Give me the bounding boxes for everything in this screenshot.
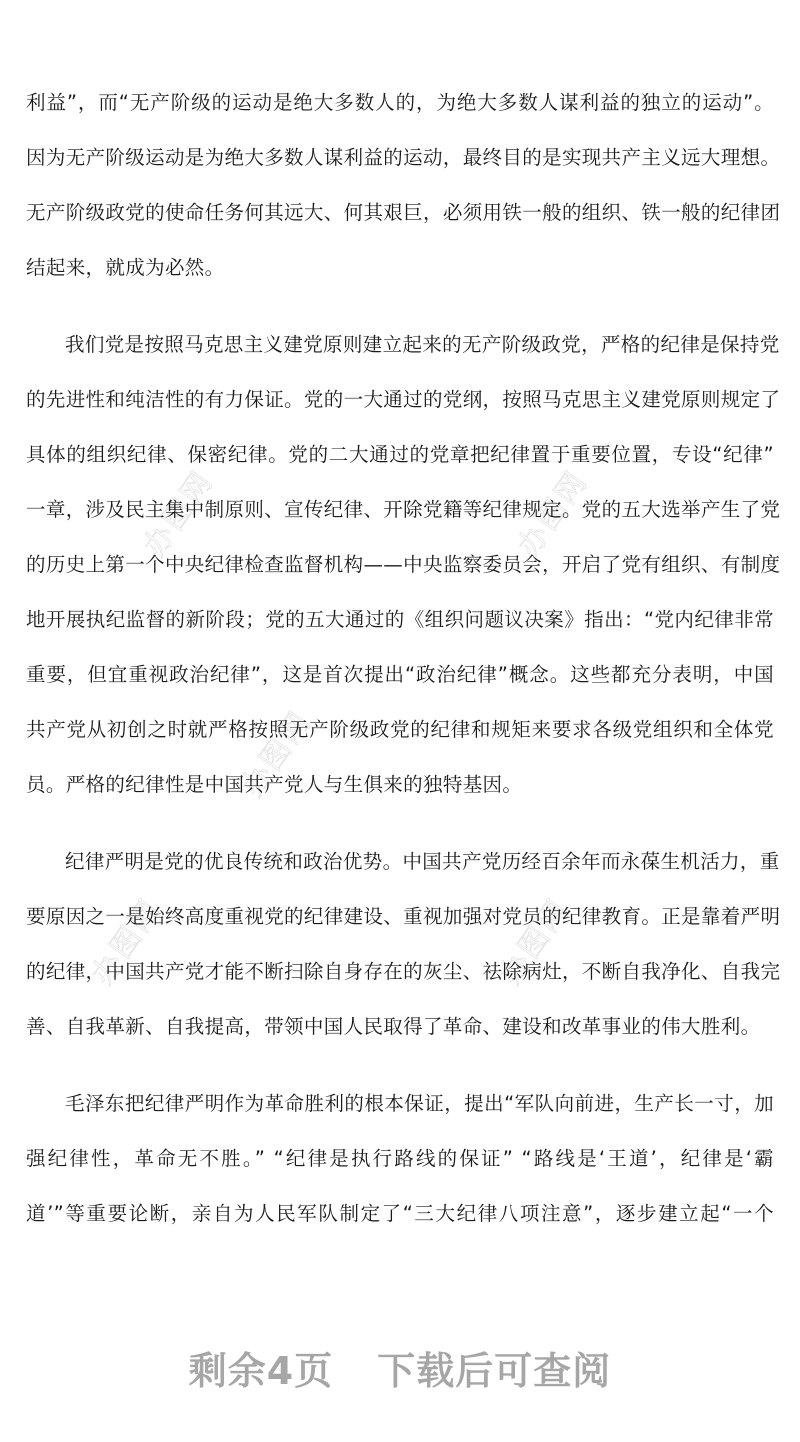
text-line: 善、自我革新、自我提高，带领中国人民取得了革命、建设和改革事业的伟大胜利。 [26,1015,761,1038]
text-line: 利益”，而“无产阶级的运动是绝大多数人的，为绝大多数人谋利益的独立的运动”。 [26,91,774,114]
text-line: 要原因之一是始终高度重视党的纪律建设、重视加强对党员的纪律教育。正是靠着严明 [26,905,781,928]
watermark: 办图网 [511,464,595,564]
text-line: 具体的组织纪律、保密纪律。党的二大通过的党章把纪律置于重要位置，专设“纪律” [26,443,774,466]
remaining-pages-label: 剩余4页 [188,1349,334,1393]
text-line: 纪律严明是党的优良传统和政治优势。中国共产党历经百余年而永葆生机活力，重 [65,850,780,873]
text-line: 一章，涉及民主集中制原则、宣传纪律、开除党籍等纪律规定。党的五大选举产生了党 [26,498,781,521]
text-line: 强纪律性，革命无不胜。” “纪律是执行路线的保证” “路线是‘王道’，纪律是‘霸 [26,1147,774,1170]
text-line: 地开展执纪监督的新阶段；党的五大通过的《组织问题议决案》指出：“党内纪律非常 [26,608,774,631]
text-line: 结起来，就成为必然。 [26,256,225,279]
text-line: 道’”等重要论断，亲自为人民军队制定了“三大纪律八项注意”，逐步建立起“一个 [26,1202,774,1225]
text-line: 重要，但宜重视政治纪律”，这是首次提出“政治纪律”概念。这些都充分表明，中国 [26,663,774,686]
text-line: 员。严格的纪律性是中国共产党人与生俱来的独特基因。 [26,773,523,796]
watermark: 办图网 [235,704,319,804]
text-line: 无产阶级政党的使命任务何其远大、何其艰巨，必须用铁一般的组织、铁一般的纪律团 [26,201,781,224]
watermark: 办图网 [85,892,169,992]
text-line: 因为无产阶级运动是为绝大多数人谋利益的运动，最终目的是实现共产主义远大理想。 [26,146,781,169]
download-prompt[interactable] [0,1340,800,1395]
text-line: 毛泽东把纪律严明作为革命胜利的根本保证，提出“军队向前进，生产长一寸，加 [65,1092,774,1115]
text-line: 的历史上第一个中央纪律检查监督机构——中央监察委员会，开启了党有组织、有制度 [26,553,781,576]
text-line: 我们党是按照马克思主义建党原则建立起来的无产阶级政党，严格的纪律是保持党 [65,333,780,356]
text-line: 共产党从初创之时就严格按照无产阶级政党的纪律和规矩来要求各级党组织和全体党 [26,718,774,741]
text-line: 的纪律，中国共产党才能不断扫除自身存在的灰尘、祛除病灶，不断自我净化、自我完 [26,960,781,983]
text-line: 的先进性和纯洁性的有力保证。党的一大通过的党纲，按照马克思主义建党原则规定了 [26,388,781,411]
watermark: 办图网 [137,464,221,564]
watermark: 办图网 [493,892,577,992]
download-hint-label: 下载后可查阅 [377,1349,612,1393]
